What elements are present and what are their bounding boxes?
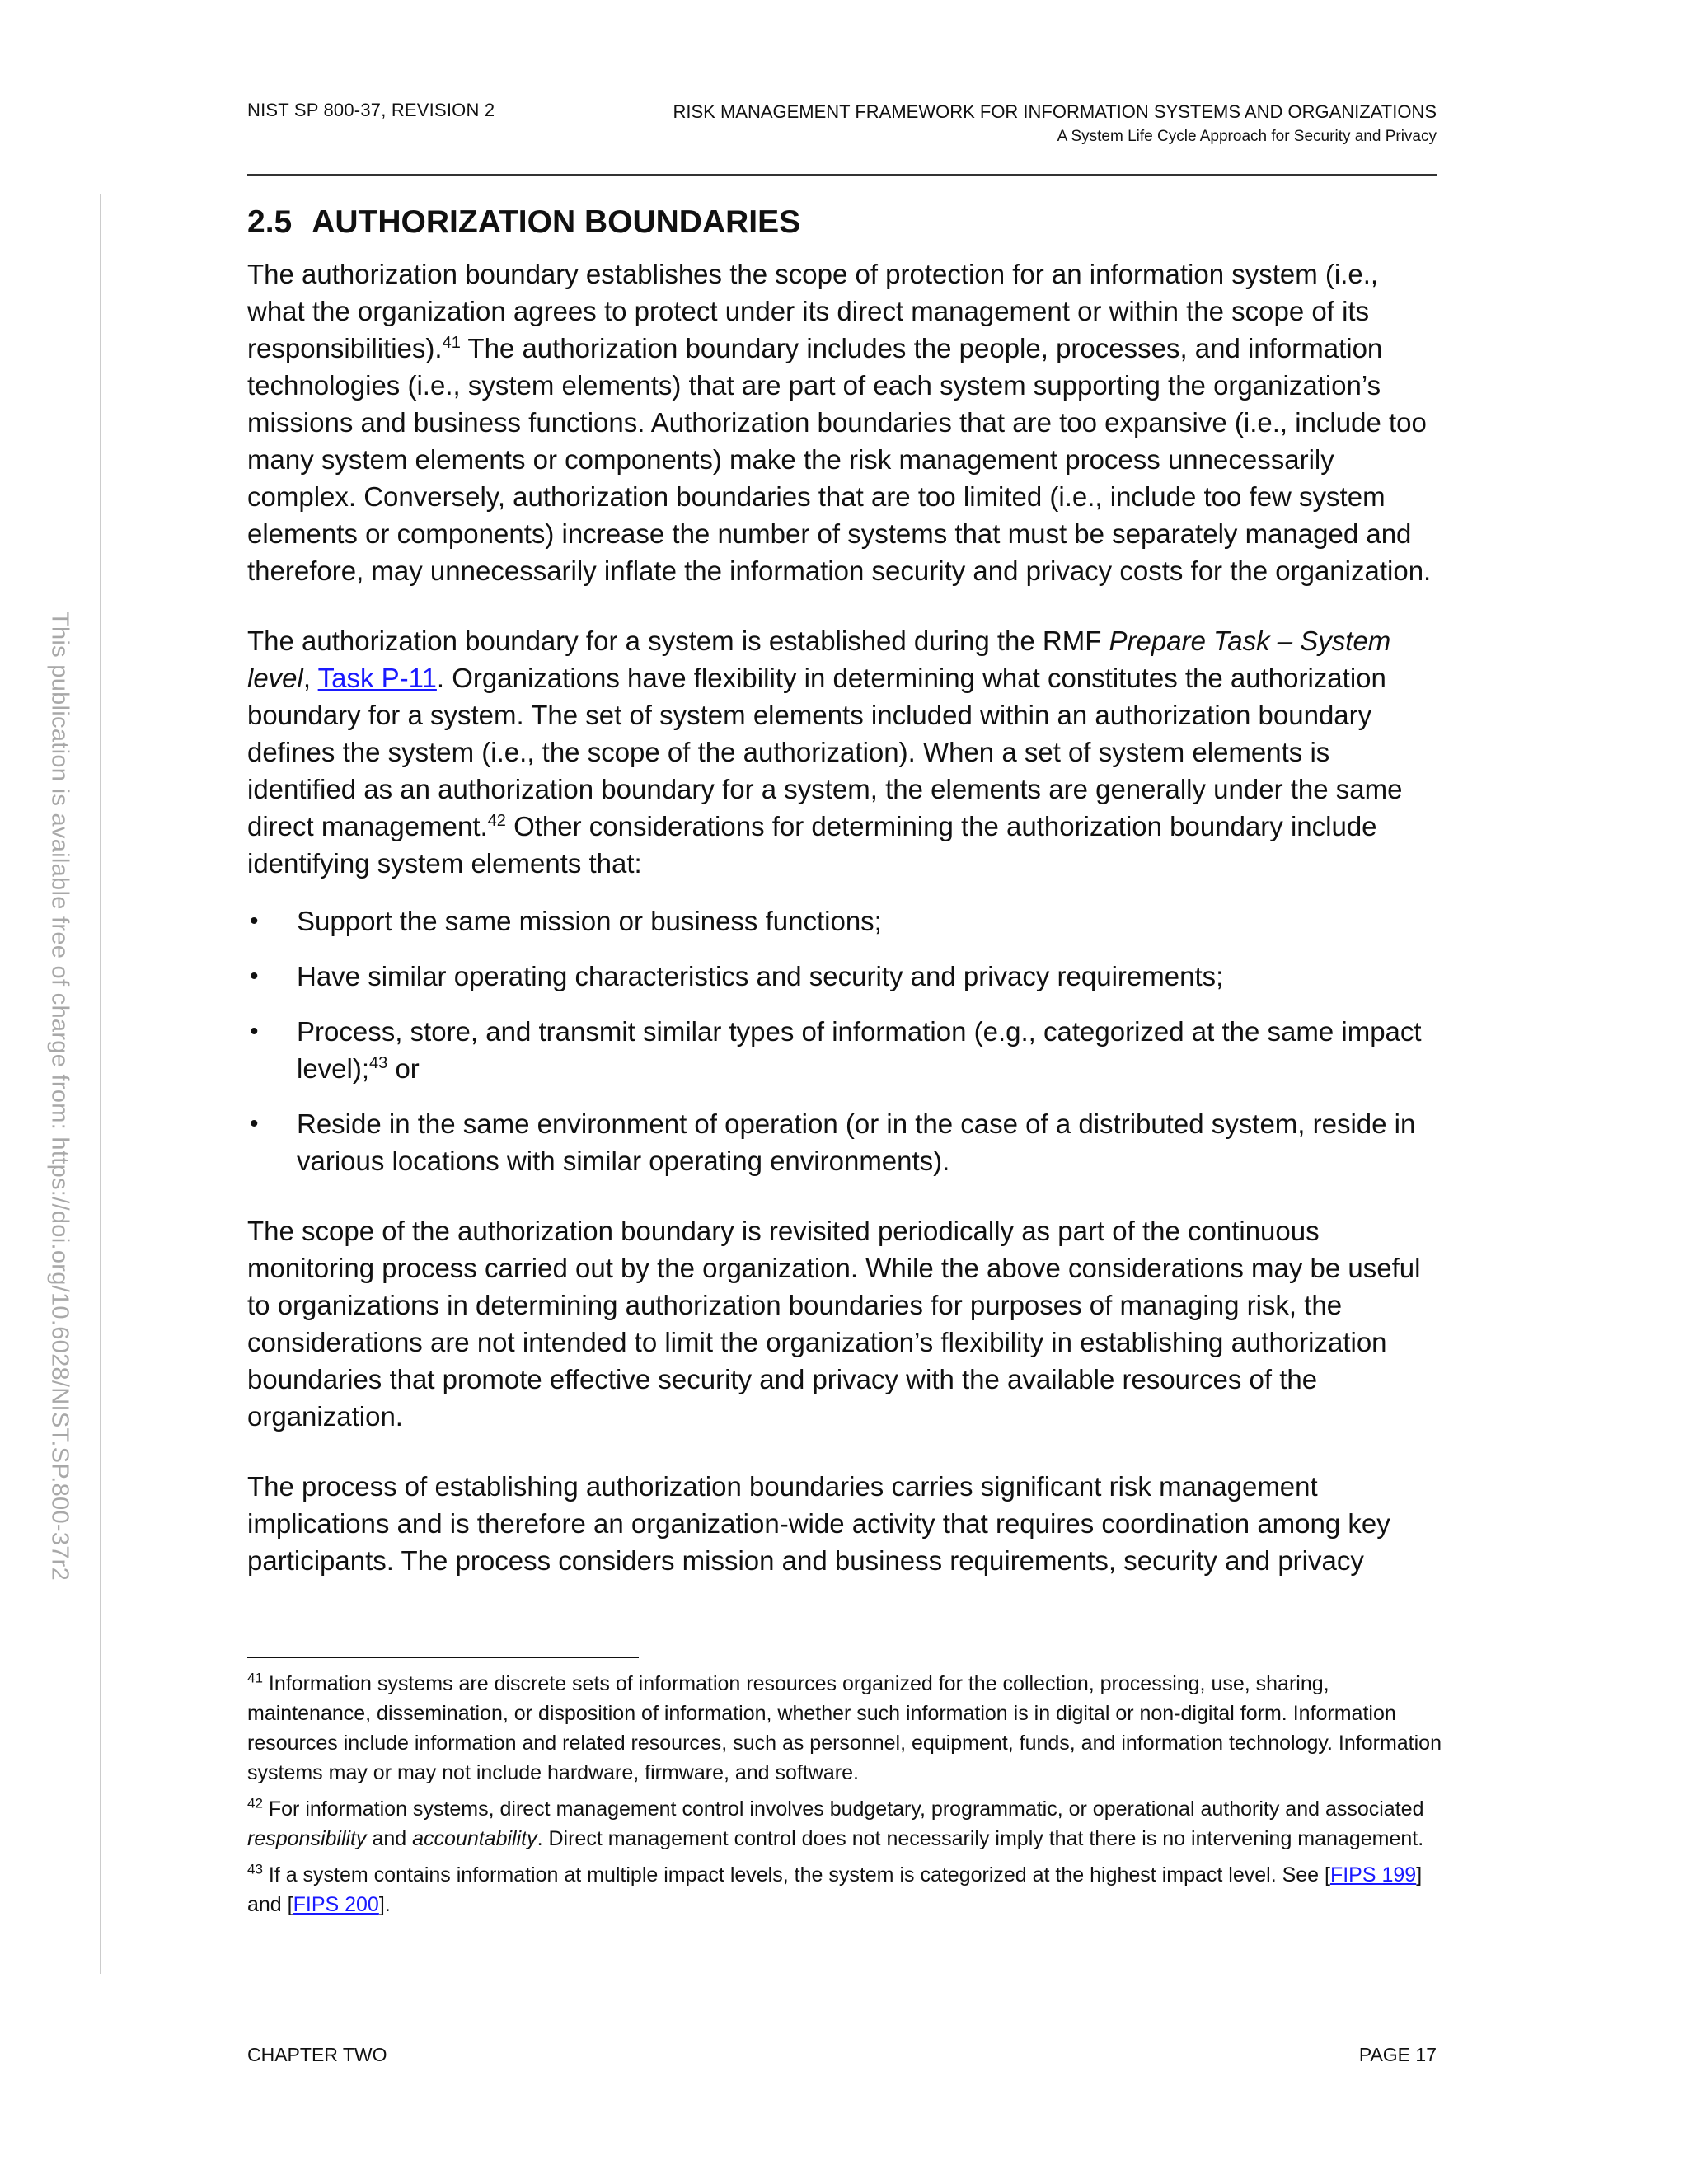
footer-chapter: CHAPTER TWO [247,2044,387,2065]
bullet-icon: • [250,963,259,990]
header-divider [247,174,1437,176]
running-header-title: RISK MANAGEMENT FRAMEWORK FOR INFORMATION SYSTEMS AND ORGANIZATIONS [673,101,1437,122]
footnote-text: . Direct management control does not necessarily imply that there is no intervening management. [537,1827,1424,1850]
prepare-task-italic: Prepare Task – System level [247,626,1391,693]
footnote-ref-43[interactable]: 43 [369,1054,388,1072]
fips-199-link[interactable]: FIPS 199 [1329,1863,1417,1886]
paragraph-1 [247,255,1438,589]
footnote-number: 41 [247,1670,263,1686]
paragraph-3: The scope of the authorization boundary is revisited periodically as part of the continuous monitoring process carried out by the organization. While the above considerations may be useful to organizations in determining authorization boundaries for purposes of managing risk, the considerations are not intended to limit the organization’s flexibility in establishing authorization boundaries that promote effective security and privacy with the available resources of the organization. [247,1216,1421,1432]
footnote-text: ] and [ [247,1863,1423,1916]
section-heading [247,198,1438,247]
list-item-text: Have similar operating characteristics and security and privacy requirements; [297,961,1224,991]
footnote-number: 42 [247,1795,263,1811]
footnote-text: For information systems, direct management control involves budgetary, programmatic, or operational authority and associated [262,1797,1424,1821]
bullet-icon: • [250,907,259,935]
footnote-number: 43 [247,1861,263,1877]
availability-watermark: This publication is available free of charge from: https://doi.org/10.6028/NIST.SP.800-37r2 [46,611,73,1582]
section-number: 2.5 [247,204,293,240]
list-item [247,1105,1438,1179]
footnote-text: Information systems are discrete sets of information resources organized for the collection, processing, use, sharing, maintenance, dissemination, or disposition of information, whether such information is in digital or non-digital form. Information resources include information and related resources, such as personnel, equipment, funds, and information technology. Information systems may or may not include hardware, firmware, and software. [247,1672,1442,1784]
paragraph-2-text-c: Other considerations for determining the authorization boundary include identifying system elements that: [247,811,1377,879]
margin-rule [100,194,101,1974]
paragraph-2-text-a: The authorization boundary for a system is established during the RMF [247,626,1109,656]
section-title: AUTHORIZATION BOUNDARIES [312,204,801,240]
footnote-ref-41[interactable]: 41 [442,334,461,352]
list-item-text: Support the same mission or business functions; [297,906,882,936]
list-item-text-tail: or [387,1053,420,1084]
footnote-ref-42[interactable]: 42 [487,812,506,830]
bullet-icon: • [250,1110,259,1137]
paragraph-4: The process of establishing authorization boundaries carries significant risk management implications and is therefore an organization-wide activity that requires coordination among key participants. The process considers mission and business requirements, security and privacy [247,1471,1390,1576]
fips-200-link[interactable]: FIPS 200 [293,1893,379,1916]
list-item [247,902,1438,940]
list-item-text: Process, store, and transmit similar types of information (e.g., categorized at the same impact level); [297,1016,1422,1084]
footnote-text: and [366,1827,413,1850]
footnote-41 [247,1669,1442,1788]
main-content [247,198,1438,1612]
footnote-divider [247,1657,639,1658]
footnotes [247,1669,1442,1926]
running-header-left: NIST SP 800-37, REVISION 2 [247,100,495,120]
paragraph-2-text-b: . Organizations have flexibility in determining what constitutes the authorization boundary for a system. The set of system elements included within an authorization boundary defines the system (i.e., the scope of the authorization). When a set of system elements is identified as an authorization boundary for a system, the elements are generally under the same direct management. [247,663,1403,841]
footnote-42 [247,1794,1442,1854]
list-item [247,958,1438,995]
footnote-text: If a system contains information at multiple impact levels, the system is categorized at the highest impact level. See [ [262,1863,1330,1886]
running-header-right [673,100,1437,149]
paragraph-2-comma: , [302,663,318,693]
footnote-43 [247,1860,1442,1919]
task-p11-link[interactable]: Task P-11 [317,663,437,693]
paragraph-2 [247,622,1438,882]
footnote-text: ]. [378,1893,391,1916]
footer-page-number: PAGE 17 [1358,2044,1437,2065]
bullet-icon: • [250,1018,259,1045]
considerations-list [247,902,1438,1179]
list-item-text: Reside in the same environment of operation (or in the case of a distributed system, reside in various locations with similar operating environments). [297,1108,1416,1176]
footnote-italic: accountability [412,1827,537,1850]
list-item [247,1013,1438,1087]
paragraph-1-text-b: The authorization boundary includes the people, processes, and information technologies (i.e., system elements) that are part of each system supporting the organization’s missions and business functions. Authorization boundaries that are too expansive (i.e., include too many system elements or components) make the risk management process unnecessarily complex. Conversely, authorization boundaries that are too limited (i.e., include too few system elements or components) increase the number of systems that must be separately managed and therefore, may unnecessarily inflate the information security and privacy costs for the organization. [247,333,1432,586]
footnote-italic: responsibility [247,1827,367,1850]
running-header-subtitle: A System Life Cycle Approach for Security and Privacy [1057,128,1437,145]
paragraph-1-text-a: The authorization boundary establishes the scope of protection for an information system (i.e., what the organization agrees to protect under its direct management or within the scope of its responsibilities). [247,259,1379,363]
